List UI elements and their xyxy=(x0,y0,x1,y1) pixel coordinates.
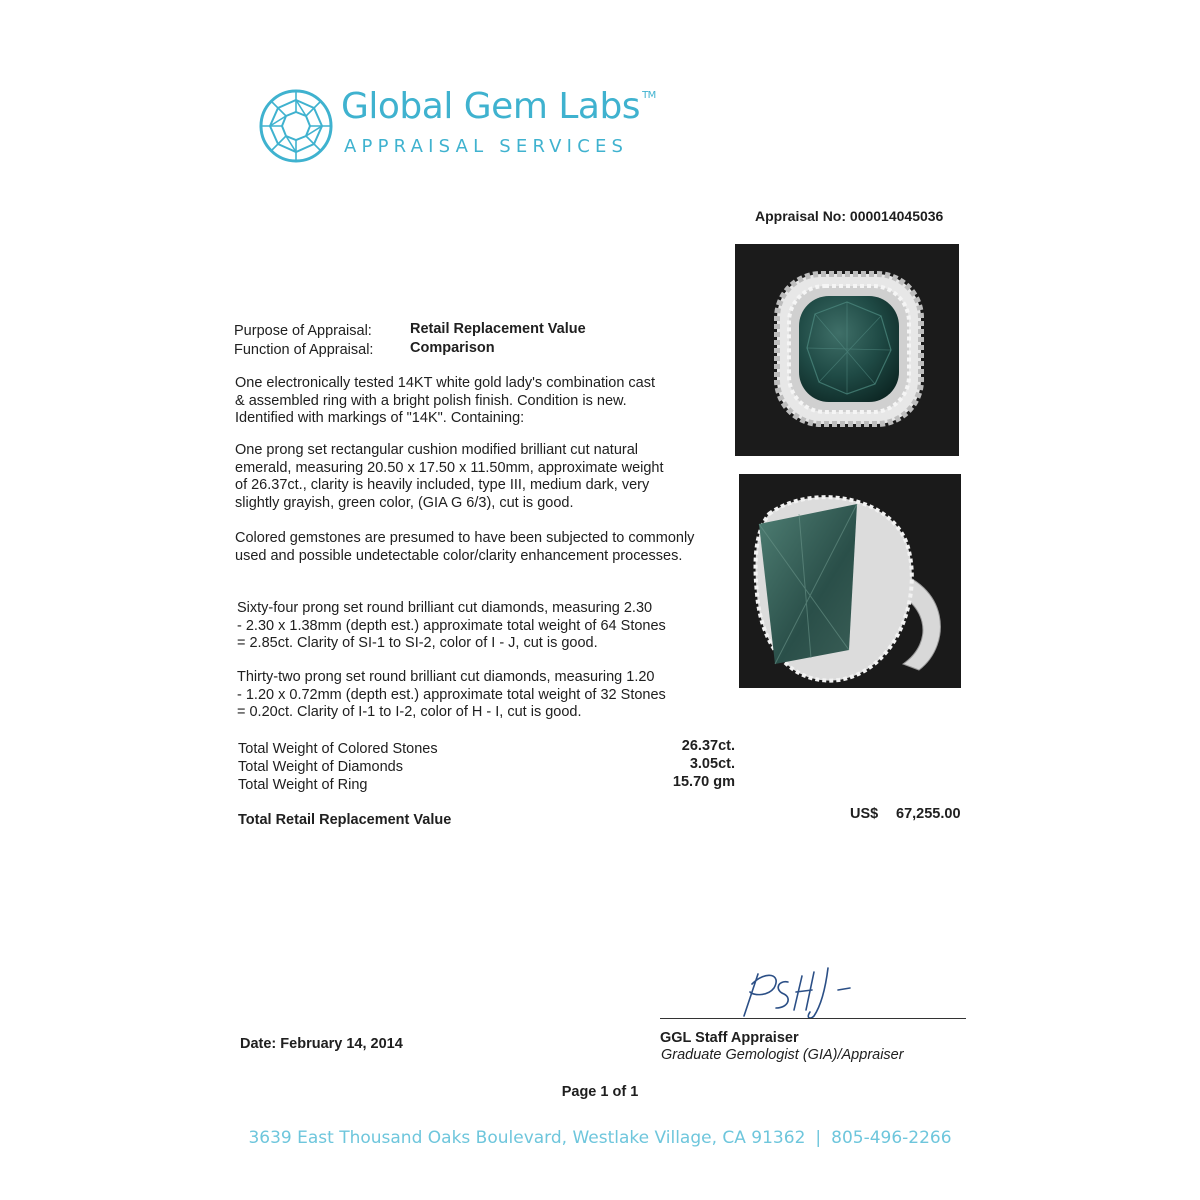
function-label: Function of Appraisal: xyxy=(234,342,374,358)
total-ring-weight-value: 15.70 gm xyxy=(672,774,735,790)
replacement-currency: US$ xyxy=(850,806,879,822)
ring-description xyxy=(235,375,705,428)
total-ring-weight-label: Total Weight of Ring xyxy=(238,777,368,793)
total-diamonds-label: Total Weight of Diamonds xyxy=(238,759,403,775)
diamonds-64-line: - 2.30 x 1.38mm (depth est.) approximate total weight of 64 Stones xyxy=(237,617,666,634)
signature-image xyxy=(730,960,860,1024)
function-value: Comparison xyxy=(410,340,495,356)
emerald-description-line: of 26.37ct., clarity is heavily included, type III, medium dark, very xyxy=(235,477,650,493)
emerald-description-line: One prong set rectangular cushion modified brilliant cut natural xyxy=(235,442,639,458)
appraiser-name: GGL Staff Appraiser xyxy=(660,1030,799,1046)
appraisal-date: Date: February 14, 2014 xyxy=(240,1036,403,1052)
emerald-description-line: slightly grayish, green color, (GIA G 6/3), cut is good. xyxy=(235,494,574,511)
diamonds-64-line: Sixty-four prong set round brilliant cut diamonds, measuring 2.30 xyxy=(237,600,653,616)
footer-contact xyxy=(0,1128,1200,1148)
ring-description-line: One electronically tested 14KT white gold lady's combination cast xyxy=(235,375,656,391)
signature-line xyxy=(660,1018,966,1019)
enhancement-notice-line: Colored gemstones are presumed to have been subjected to commonly xyxy=(235,530,695,546)
enhancement-notice-line: used and possible undetectable color/clarity enhancement processes. xyxy=(235,547,683,564)
ring-photo-top xyxy=(735,244,959,456)
total-colored-stones-label: Total Weight of Colored Stones xyxy=(238,741,438,757)
brand-name-text: Global Gem Labs xyxy=(341,86,641,127)
total-diamonds-value: 3.05ct. xyxy=(689,756,735,772)
replacement-amount: 67,255.00 xyxy=(896,806,961,822)
diamonds-64-line: = 2.85ct. Clarity of SI-1 to SI-2, color of I - J, cut is good. xyxy=(237,635,598,651)
diamonds-32-line: = 0.20ct. Clarity of I-1 to I-2, color of H - I, cut is good. xyxy=(237,704,582,720)
purpose-label: Purpose of Appraisal: xyxy=(234,323,372,339)
footer-address: 3639 East Thousand Oaks Boulevard, Westlake Village, CA 91362 xyxy=(248,1128,806,1148)
ring-description-line: Identified with markings of "14K". Containing: xyxy=(235,410,525,426)
brand-trademark: TM xyxy=(642,90,656,101)
ring-photo-side xyxy=(739,474,961,688)
emerald-description xyxy=(235,442,705,512)
brand-name xyxy=(341,86,656,127)
page-number: Page 1 of 1 xyxy=(561,1084,639,1100)
appraisal-number: Appraisal No: 000014045036 xyxy=(755,208,944,224)
brand-tagline: APPRAISAL SERVICES xyxy=(344,136,629,157)
ring-description-line: & assembled ring with a bright polish finish. Condition is new. xyxy=(235,392,627,409)
footer-phone: 805-496-2266 xyxy=(831,1128,952,1148)
replacement-value-label: Total Retail Replacement Value xyxy=(238,812,452,828)
emerald-description-line: emerald, measuring 20.50 x 17.50 x 11.50mm, approximate weight xyxy=(235,459,664,476)
footer-separator: | xyxy=(815,1128,822,1148)
total-colored-stones-value: 26.37ct. xyxy=(681,738,735,754)
gem-logo-icon xyxy=(258,88,334,164)
diamonds-32-line: - 1.20 x 0.72mm (depth est.) approximate total weight of 32 Stones xyxy=(237,686,666,703)
diamonds-32-line: Thirty-two prong set round brilliant cut diamonds, measuring 1.20 xyxy=(237,669,655,685)
enhancement-notice xyxy=(235,530,705,565)
appraiser-title: Graduate Gemologist (GIA)/Appraiser xyxy=(661,1047,904,1063)
diamonds-32-description xyxy=(237,669,707,722)
diamonds-64-description xyxy=(237,600,707,653)
purpose-value: Retail Replacement Value xyxy=(410,321,586,337)
